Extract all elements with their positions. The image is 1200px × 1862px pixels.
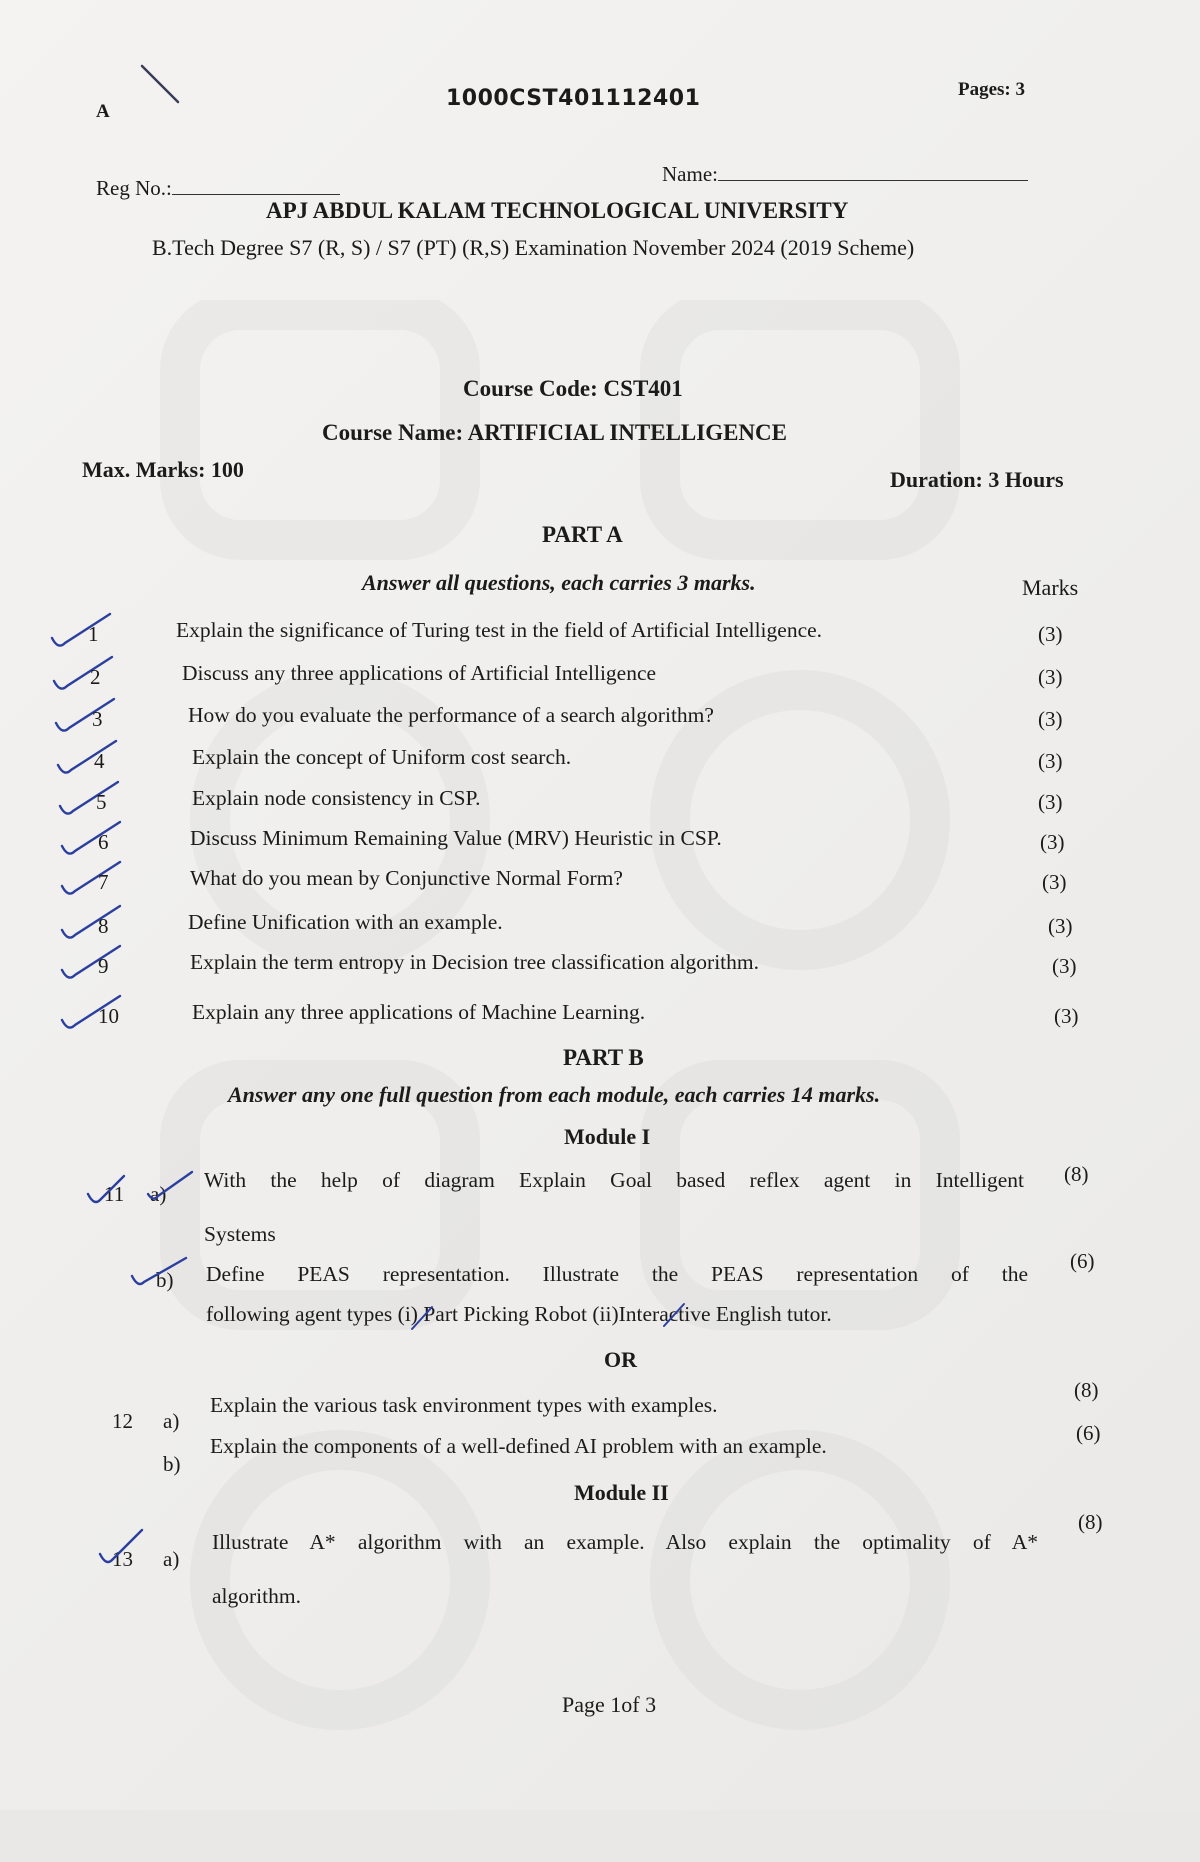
q12-number: 12 — [112, 1409, 133, 1433]
question-number: 8 — [98, 914, 109, 938]
q11-number: 11 — [104, 1182, 125, 1206]
question-number: 9 — [98, 954, 109, 978]
question-text: Explain the concept of Uniform cost search. — [192, 745, 572, 769]
module-2-heading: Module II — [574, 1480, 669, 1505]
check-mark-q11-icon — [84, 1170, 144, 1210]
course-name: Course Name: ARTIFICIAL INTELLIGENCE — [322, 420, 787, 445]
name-label: Name: — [662, 162, 718, 186]
paper-code: 1000CST401112401 — [446, 86, 701, 111]
q11b-text-line2: following agent types (i) Part Picking Robot (ii)Interactive English tutor. — [206, 1302, 832, 1326]
reg-no-blank — [172, 194, 340, 195]
question-marks: (3) — [1048, 914, 1073, 938]
question-marks: (3) — [1040, 830, 1065, 854]
q13a-label: a) — [163, 1547, 180, 1571]
question-number: 2 — [90, 665, 101, 689]
question-text: Explain the significance of Turing test in the field of Artificial Intelligence. — [176, 618, 823, 642]
question-marks: (3) — [1038, 790, 1063, 814]
question-text: What do you mean by Conjunctive Normal Form? — [190, 866, 623, 890]
or-divider: OR — [604, 1347, 637, 1372]
question-number: 1 — [88, 622, 99, 646]
question-number: 6 — [98, 830, 109, 854]
question-text: Define Unification with an example. — [188, 910, 503, 934]
q11a-marks: (8) — [1064, 1162, 1089, 1186]
marks-column-header: Marks — [1022, 575, 1079, 600]
series-letter: A — [96, 101, 110, 122]
question-text: Discuss any three applications of Artificial Intelligence — [182, 661, 657, 685]
part-a-title: PART A — [542, 522, 623, 547]
part-b-instruction: Answer any one full question from each module, each carries 14 marks. — [228, 1082, 881, 1107]
q11a-label: a) — [150, 1182, 167, 1206]
question-marks: (3) — [1038, 665, 1063, 689]
question-marks: (3) — [1042, 870, 1067, 894]
page-count: Pages: 3 — [958, 79, 1026, 100]
q11b-marks: (6) — [1070, 1249, 1095, 1273]
strike-i-icon — [408, 1303, 438, 1333]
question-number: 3 — [92, 707, 103, 731]
q11b-text-line1: Define PEAS representation. Illustrate the PEAS representation of the — [206, 1262, 1028, 1286]
duration: Duration: 3 Hours — [890, 467, 1064, 492]
university-name: APJ ABDUL KALAM TECHNOLOGICAL UNIVERSITY — [266, 198, 849, 223]
q12a-text: Explain the various task environment types with examples. — [210, 1393, 718, 1417]
question-text: How do you evaluate the performance of a search algorithm? — [188, 703, 714, 727]
question-text: Discuss Minimum Remaining Value (MRV) Heuristic in CSP. — [190, 826, 722, 850]
name-field — [662, 162, 1028, 187]
q12b-label: b) — [163, 1452, 181, 1476]
check-mark-q13-icon — [96, 1524, 156, 1574]
question-text: Explain node consistency in CSP. — [192, 786, 481, 810]
q12a-marks: (8) — [1074, 1378, 1099, 1402]
q12a-label: a) — [163, 1409, 180, 1433]
q13a-text-line1: Illustrate A* algorithm with an example. Also explain the optimality of A* — [212, 1530, 1038, 1554]
check-mark-q11b-icon — [128, 1254, 198, 1294]
course-code: Course Code: CST401 — [463, 376, 683, 401]
module-1-heading: Module I — [564, 1124, 651, 1149]
question-marks: (3) — [1052, 954, 1077, 978]
part-b-title: PART B — [563, 1045, 644, 1070]
question-marks: (3) — [1038, 707, 1063, 731]
strike-ii-icon — [660, 1300, 690, 1330]
q13-number: 13 — [112, 1547, 133, 1571]
question-text: Explain any three applications of Machine Learning. — [192, 1000, 646, 1024]
question-number: 4 — [94, 749, 105, 773]
part-a-instruction: Answer all questions, each carries 3 marks. — [362, 570, 756, 595]
question-marks: (3) — [1038, 622, 1063, 646]
q12b-marks: (6) — [1076, 1421, 1101, 1445]
reg-no-label: Reg No.: — [96, 176, 172, 200]
exam-title: B.Tech Degree S7 (R, S) / S7 (PT) (R,S) Examination November 2024 (2019 Scheme) — [152, 235, 915, 260]
name-blank — [718, 180, 1028, 181]
question-marks: (3) — [1054, 1004, 1079, 1028]
q12b-text: Explain the components of a well-defined AI problem with an example. — [210, 1434, 827, 1458]
pen-stroke-icon — [138, 62, 188, 112]
max-marks: Max. Marks: 100 — [82, 457, 244, 482]
question-text: Explain the term entropy in Decision tree classification algorithm. — [190, 950, 759, 974]
question-number: 7 — [98, 870, 109, 894]
question-number: 10 — [98, 1004, 119, 1028]
q11a-text-line1: With the help of diagram Explain Goal based reflex agent in Intelligent — [204, 1168, 1024, 1192]
q13a-marks: (8) — [1078, 1510, 1103, 1534]
q11b-label: b) — [156, 1268, 174, 1292]
check-mark-q11a-icon — [144, 1168, 204, 1208]
question-number: 5 — [96, 790, 107, 814]
q13a-text-line2: algorithm. — [212, 1584, 301, 1608]
page-footer: Page 1of 3 — [562, 1692, 657, 1717]
question-marks: (3) — [1038, 749, 1063, 773]
q11a-text-line2: Systems — [204, 1222, 276, 1246]
